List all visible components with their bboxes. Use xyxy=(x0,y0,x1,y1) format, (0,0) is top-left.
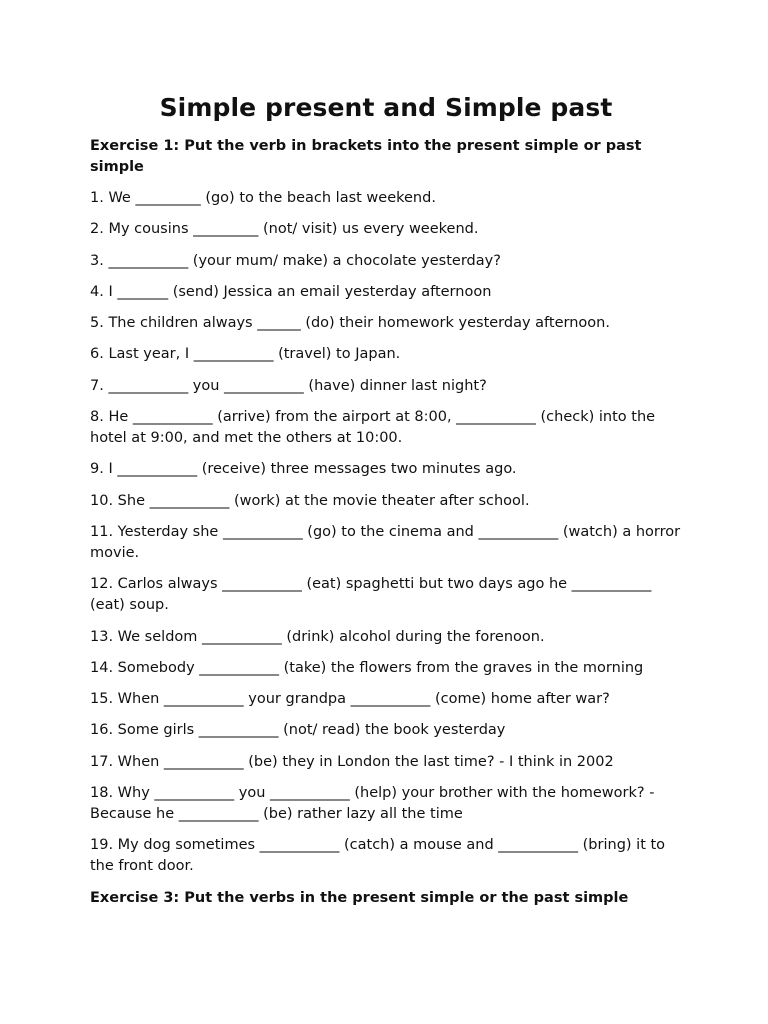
exercise-item: 18. Why ___________ you ___________ (help) your brother with the homework? - Because he ___________ (be) rather lazy all the time xyxy=(90,785,655,823)
exercise-item: 17. When ___________ (be) they in London the last time? - I think in 2002 xyxy=(90,753,614,770)
exercise-item: 15. When ___________ your grandpa ___________ (come) home after war? xyxy=(90,691,610,708)
page-title: Simple present and Simple past xyxy=(159,93,613,122)
exercise-item: 5. The children always ______ (do) their homework yesterday afternoon. xyxy=(90,315,610,332)
exercise-1-list xyxy=(90,188,682,877)
exercise-3-heading: Exercise 3: Put the verbs in the present simple or the past simple xyxy=(90,889,629,906)
exercise-item: 16. Some girls ___________ (not/ read) the book yesterday xyxy=(90,722,506,739)
exercise-item: 3. ___________ (your mum/ make) a chocolate yesterday? xyxy=(90,252,501,269)
exercise-item: 7. ___________ you ___________ (have) dinner last night? xyxy=(90,377,487,394)
exercise-item: 9. I ___________ (receive) three messages two minutes ago. xyxy=(90,461,517,478)
exercise-item: 4. I _______ (send) Jessica an email yesterday afternoon xyxy=(90,283,492,300)
exercise-item: 19. My dog sometimes ___________ (catch) a mouse and ___________ (bring) it to the front door. xyxy=(90,837,666,875)
exercise-item: 10. She ___________ (work) at the movie theater after school. xyxy=(90,492,530,509)
exercise-item: 12. Carlos always ___________ (eat) spaghetti but two days ago he ___________ (eat) soup. xyxy=(90,576,652,614)
exercise-item: 6. Last year, I ___________ (travel) to Japan. xyxy=(90,346,401,363)
exercise-item: 14. Somebody ___________ (take) the flowers from the graves in the morning xyxy=(90,659,644,676)
exercise-item: 2. My cousins _________ (not/ visit) us every weekend. xyxy=(90,221,479,238)
exercise-1-heading: Exercise 1: Put the verb in brackets into the present simple or past simple xyxy=(90,138,642,175)
exercise-item: 8. He ___________ (arrive) from the airport at 8:00, ___________ (check) into the hotel at 9:00, and met the others at 10:00. xyxy=(90,409,656,447)
exercise-item: 11. Yesterday she ___________ (go) to the cinema and ___________ (watch) a horror movie. xyxy=(90,523,681,561)
exercise-item: 1. We _________ (go) to the beach last weekend. xyxy=(90,190,436,206)
worksheet-page xyxy=(90,92,682,909)
exercise-item: 13. We seldom ___________ (drink) alcohol during the forenoon. xyxy=(90,628,545,645)
